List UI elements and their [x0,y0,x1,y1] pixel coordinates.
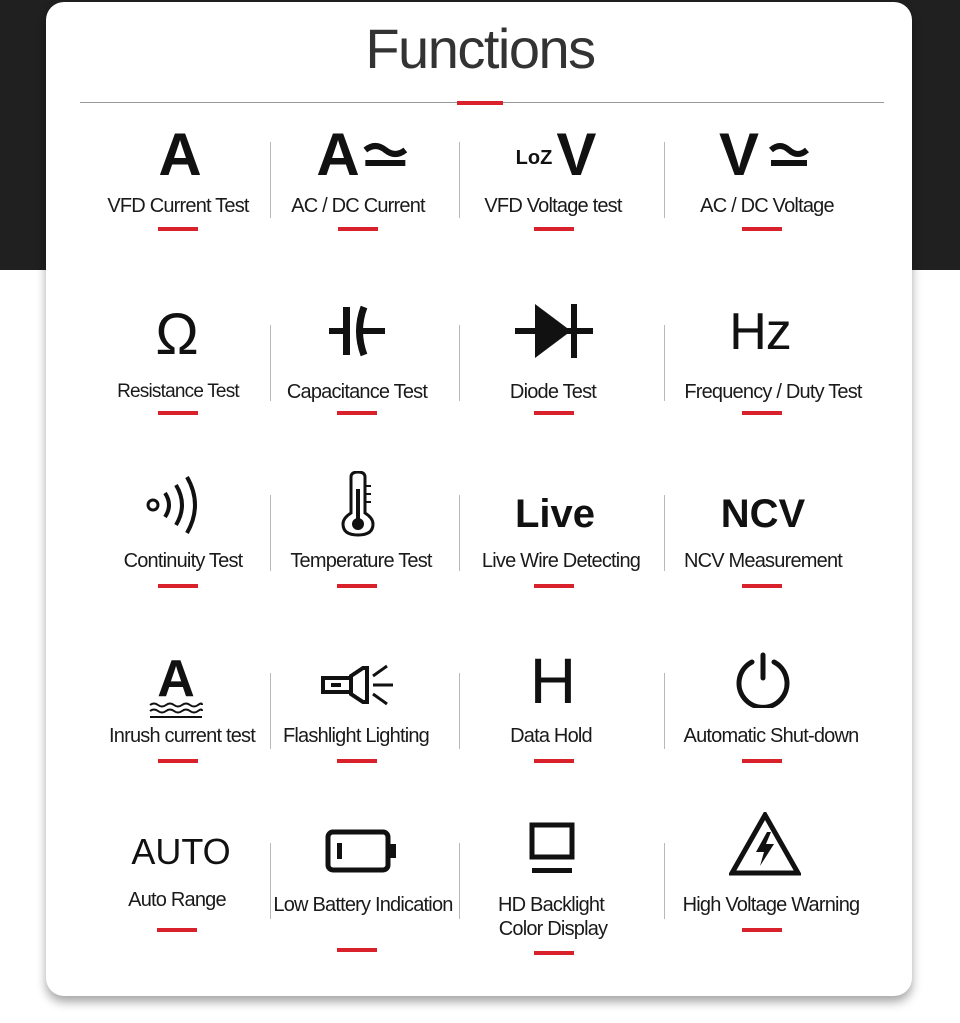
column-divider [664,495,665,571]
column-divider [459,843,460,919]
accent-dash [534,951,574,955]
accent-dash [534,584,574,588]
column-divider [270,142,271,218]
column-divider [270,325,271,401]
accent-dash [337,411,377,415]
function-label: Flashlight Lighting [282,725,430,747]
column-divider [664,142,665,218]
accent-dash [158,227,198,231]
function-label: Automatic Shut-down [683,725,859,747]
accent-dash [337,948,377,952]
accent-dash [742,759,782,763]
accent-dash [338,227,378,231]
capacitor-icon [329,303,385,359]
ohm-icon: Ω [155,302,199,367]
hold-icon: H [529,645,577,717]
column-divider [459,142,460,218]
loz-voltage-icon: LoZ V [515,121,597,188]
accent-dash [158,759,198,763]
function-label: Diode Test [509,381,597,403]
function-label: HD Backlight [498,894,604,916]
hz-icon: Hz [729,303,791,361]
accent-dash [534,227,574,231]
function-label: VFD Current Test [107,195,249,217]
flashlight-icon [321,664,395,706]
function-label: Capacitance Test [286,381,428,403]
continuity-sound-icon [146,474,202,536]
accent-dash [158,411,198,415]
inrush-icon: A [149,657,203,719]
accent-dash [158,584,198,588]
function-label: VFD Voltage test [484,195,622,217]
accent-dash [742,227,782,231]
high-voltage-icon [729,812,801,876]
ammeter-a-icon: A [158,121,202,188]
function-label: High Voltage Warning [682,894,860,916]
function-label: Auto Range [128,889,226,911]
column-divider [270,495,271,571]
function-label: Frequency / Duty Test [684,381,862,403]
accent-dash [337,584,377,588]
thermometer-icon [340,471,376,537]
column-divider [459,325,460,401]
function-label: AC / DC Current [291,195,425,217]
column-divider [459,673,460,749]
accent-dash [337,759,377,763]
column-divider [664,673,665,749]
accent-dash [742,584,782,588]
auto-icon: AUTO [131,831,231,872]
function-label: Continuity Test [123,550,243,572]
accent-dash [742,928,782,932]
power-icon [735,652,791,708]
function-label: Temperature Test [290,550,432,572]
function-label: Live Wire Detecting [481,550,641,572]
accent-dash [157,928,197,932]
function-label: Low Battery Indication [273,894,453,916]
accent-dash [534,411,574,415]
function-label-line2: Color Display [498,918,608,940]
accent-dash [534,759,574,763]
battery-icon [325,829,399,873]
function-label: AC / DC Voltage [700,195,834,217]
function-label: NCV Measurement [683,550,843,572]
column-divider [664,843,665,919]
column-divider [459,495,460,571]
column-divider [270,673,271,749]
display-icon [529,822,575,876]
ncv-icon: NCV [720,492,806,536]
live-icon: Live [514,492,596,536]
ac-dc-current-icon: A [316,125,407,185]
function-label: Data Hold [510,725,592,747]
diode-icon [515,302,593,360]
function-label: Inrush current test [109,725,255,747]
accent-dash [742,411,782,415]
ac-dc-voltage-icon: V [719,125,809,185]
function-label: Resistance Test [117,381,239,402]
column-divider [664,325,665,401]
title-accent-bar [457,101,503,105]
column-divider [270,843,271,919]
page-title: Functions [365,17,595,80]
